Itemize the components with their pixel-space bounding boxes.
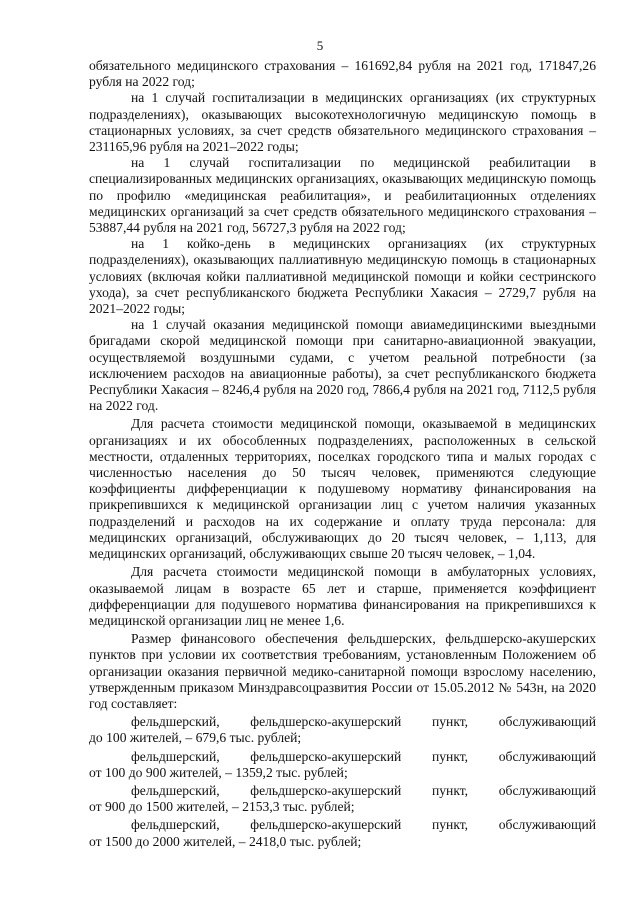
paragraph: на 1 случай госпитализации по медицинской реабилитации в специализированных медицинских организациях, оказывающих медицинскую помощь по профилю «медицинская реабилитация», и реабилитационных отделениях медицинских организаций за счет средств обязательного медицинского страхования – 53887,44 рубля на 2021 год, 56727,3 рубля на 2022 год; (89, 155, 596, 236)
fap-range-line: до 100 жителей, – 679,6 тыс. рублей; (89, 730, 302, 746)
fap-label-line: фельдшерский, фельдшерско-акушерский пункт, обслуживающий (131, 714, 596, 730)
paragraph: Размер финансового обеспечения фельдшерских, фельдшерско-акушерских пунктов при условии их соответствия требованиям, установленным Положением об организации оказания первичной медико-санитарной помощи взрослому населению, утвержденным приказом Минздравсоцразвития России от 15.05.2012 № 543н, на 2020 год составляет: (89, 631, 596, 711)
fap-label-line: фельдшерский, фельдшерско-акушерский пункт, обслуживающий (131, 817, 596, 833)
fap-label-line: фельдшерский, фельдшерско-акушерский пункт, обслуживающий (131, 782, 596, 798)
fap-range-line: от 100 до 900 жителей, – 1359,2 тыс. рублей; (89, 764, 348, 780)
fap-range-line: от 1500 до 2000 жителей, – 2418,0 тыс. рублей; (89, 833, 362, 849)
page-number: 5 (316, 38, 324, 53)
fap-label-line: фельдшерский, фельдшерско-акушерский пункт, обслуживающий (131, 748, 596, 764)
paragraph: обязательного медицинского страхования – 161692,84 рубля на 2021 год, 171847,26 рубля на 2022 год; (89, 58, 596, 90)
document-body (89, 58, 596, 850)
paragraph: на 1 случай госпитализации в медицинских организациях (их структурных подразделениях), оказывающих высокотехнологичную медицинскую помощь в стационарных условиях, за счет средств обязательного медицинского страхования – 231165,96 рубля на 2021–2022 годы; (89, 90, 596, 155)
paragraph: на 1 койко-день в медицинских организациях (их структурных подразделениях), оказывающих паллиативную медицинскую помощь в стационарных условиях (включая койки паллиативной медицинской помощи и койки сестринского ухода), за счет республиканского бюджета Республики Хакасия – 2729,7 рубля на 2021–2022 годы; (89, 236, 596, 317)
paragraph: на 1 случай оказания медицинской помощи авиамедицинскими выездными бригадами скорой медицинской помощи при санитарно-авиационной эвакуации, осуществляемой воздушными судами, с учетом реальной потребности (за исключением расходов на авиационные работы), за счет республиканского бюджета Республики Хакасия – 8246,4 рубля на 2020 год, 7866,4 рубля на 2021 год, 7112,5 рубля на 2022 год. (89, 317, 596, 414)
paragraph: Для расчета стоимости медицинской помощи в амбулаторных условиях, оказываемой лицам в возрасте 65 лет и старше, применяется коэффициент дифференциации для подушевого норматива финансирования на прикрепившихся к медицинской организации лиц не менее 1,6. (89, 564, 596, 628)
paragraph: Для расчета стоимости медицинской помощи, оказываемой в медицинских организациях и их обособленных подразделениях, расположенных в сельской местности, отдаленных территориях, поселках городского типа и малых городах с численностью населения до 50 тысяч человек, применяются следующие коэффициенты дифференциации к подушевому нормативу финансирования на прикрепившихся к медицинской организации лиц с учетом наличия указанных подразделений и расходов на их содержание и оплату труда персонала: для медицинских организаций, обслуживающих до 20 тысяч человек, – 1,113, для медицинских организаций, обслуживающих свыше 20 тысяч человек, – 1,04. (89, 416, 596, 562)
fap-range-line: от 900 до 1500 жителей, – 2153,3 тыс. рублей; (89, 799, 355, 815)
